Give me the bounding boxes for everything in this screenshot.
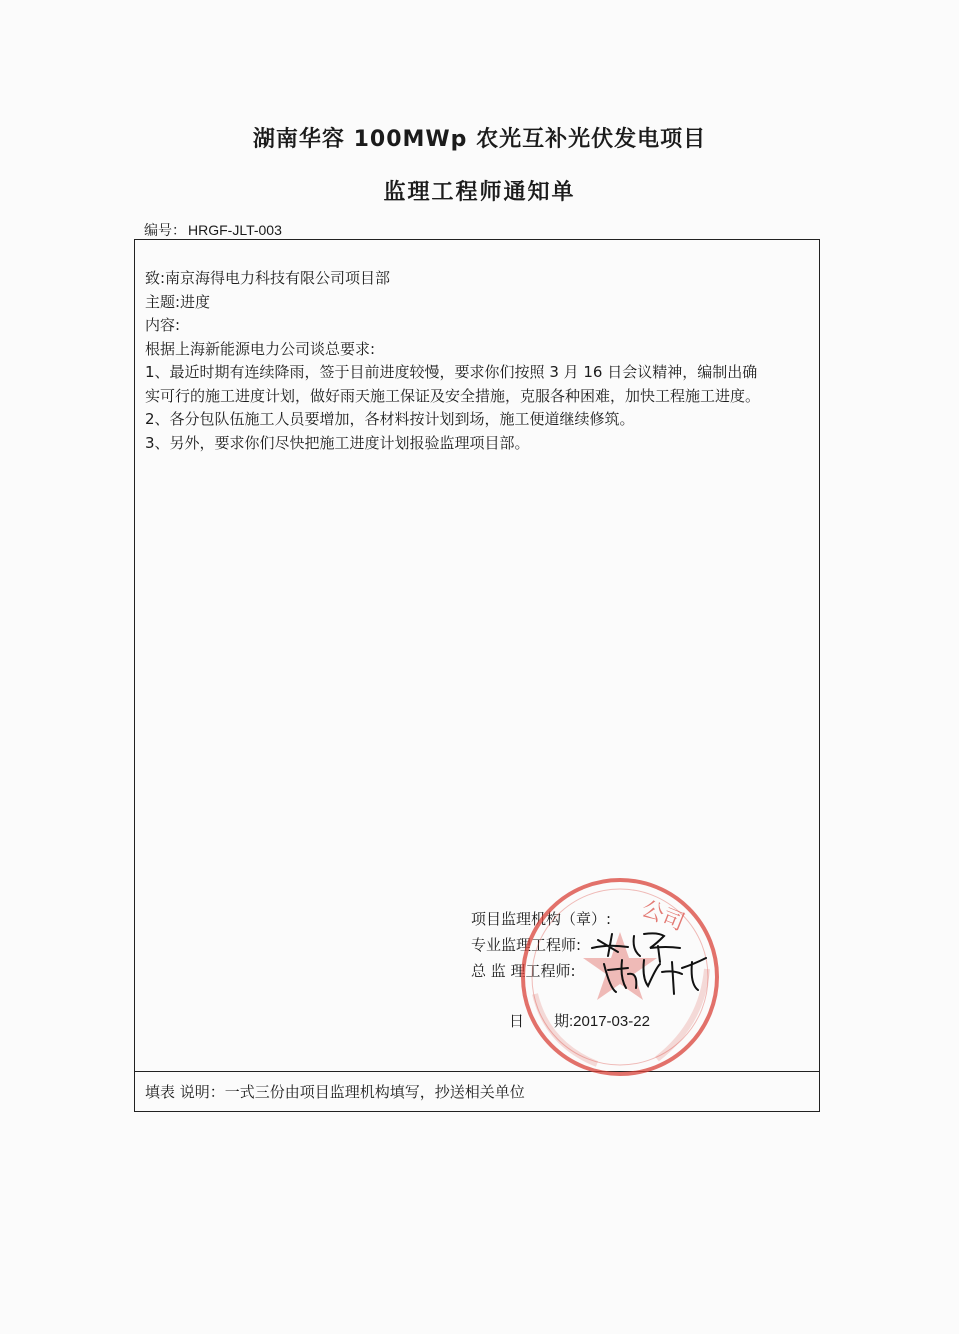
item-1-line-2: 实可行的施工进度计划，做好雨天施工保证及安全措施，克服各种困难，加快工程施工进度。: [145, 386, 761, 405]
item-1-line-1: 1、最近时期有连续降雨，签于目前进度较慢，要求你们按照 3 月 16 日会议精神，编制出确: [145, 363, 758, 381]
item-2: 2、各分包队伍施工人员要增加，各材料按计划到场，施工便道继续修筑。: [145, 410, 635, 428]
notice-form: [134, 239, 820, 1112]
date-value: :2017-03-22: [569, 1013, 650, 1030]
signature-block: [471, 906, 611, 984]
form-title: 监理工程师通知单: [383, 180, 576, 205]
footer-note: 填表 说明：一式三份由项目监理机构填写，抄送相关单位: [145, 1083, 525, 1101]
document-title: 湖南华容 100MWp 农光互补光伏发电项目: [252, 127, 707, 152]
stamp-text: 公司: [637, 896, 688, 937]
content-label: 内容:: [145, 316, 181, 334]
item-3: 3、另外，要求你们尽快把施工进度计划报验监理项目部。: [145, 433, 530, 452]
number-value: HRGF-JLT-003: [188, 222, 282, 238]
specialist-engineer-label: 专业监理工程师:: [471, 936, 582, 954]
footer-divider: [135, 1071, 819, 1072]
org-label: 项目监理机构（章）:: [471, 910, 612, 928]
date-row: [509, 1010, 650, 1031]
number-label: 编号：: [144, 223, 186, 239]
subject: 主题:进度: [145, 292, 211, 311]
notice-content: [145, 267, 813, 455]
recipient: 致:南京海得电力科技有限公司项目部: [145, 269, 391, 287]
date-label: 日 期: [509, 1012, 570, 1030]
document-number: [144, 220, 282, 240]
chief-engineer-label: 总 监 理工程师:: [471, 962, 576, 980]
intro-line: 根据上海新能源电力公司谈总要求:: [145, 339, 376, 358]
